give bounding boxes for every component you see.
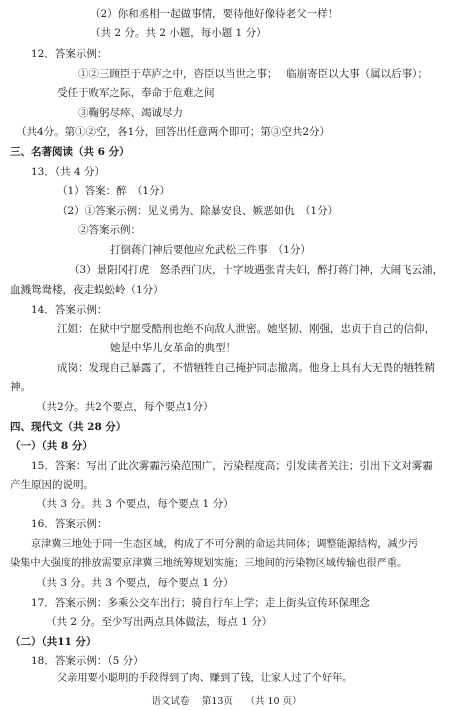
text-line: （共 2 分。共 2 小题，每小题 1 分） [90, 27, 267, 39]
text-line: 13．（共 4 分） [31, 166, 105, 178]
text-line: （1）答案：醉 （1分） [57, 185, 171, 197]
text-line: 成岗：发现自己暴露了，不惜牺牲自己掩护同志撤离。他身上具有大无畏的牺牲精 [57, 362, 435, 374]
text-line: 14．答案示例： [31, 304, 108, 316]
section-heading: 四、现代文（共 28 分） [10, 421, 127, 433]
subsection-heading: （二）（共11 分） [10, 636, 97, 648]
text-line: 18．答案示例：（5 分） [31, 655, 144, 667]
text-line: ③鞠躬尽瘁、竭诚尽力 [78, 107, 183, 119]
text-line: 受任于败军之际，奉命于危难之间 [57, 87, 215, 99]
text-line: 产生原因的说明。 [10, 479, 94, 491]
text-line: 17．答案示例：多乘公交车出行；骑自行车上学；走上街头宣传环保理念 [31, 597, 370, 609]
text-line: （共 3 分。共 3 个要点，每个要点 1 分） [36, 577, 234, 589]
text-line: 打倒蒋门神后要他应允武松三件事 （1分） [110, 244, 311, 256]
text-line: ②答案示例： [78, 224, 141, 236]
subsection-heading: （一）（共 8 分） [10, 440, 93, 452]
text-line: ①②三顾臣于草庐之中，咨臣以当世之事； 临崩寄臣以大事（属以后事）； [78, 68, 428, 80]
text-line: 江姐：在狱中宁愿受酷刑也绝不向敌人泄密。她坚韧、刚强，忠贞于自己的信仰， [57, 323, 435, 335]
text-line: （2）①答案示例：见义勇为、除暴安良、嫉恶如仇 （1分） [57, 205, 339, 217]
text-line: 16．答案示例： [31, 518, 108, 530]
text-line: （2）你和丞相一起做事情，要待他好像待老父一样！ [90, 8, 339, 20]
text-line: （共 3 分。共 3 个要点，每个要点 1 分） [36, 498, 234, 510]
section-heading: 三、名著阅读（共 6 分） [10, 146, 130, 158]
text-line: 她是中华儿女革命的典型！ [110, 342, 236, 354]
text-line: （共 2 分。至少写出两点具体做法，每点 1 分） [46, 616, 273, 628]
text-line: （共4分。第①②空，各1分，回答出任意两个即可；第③空共2分） [16, 126, 331, 138]
text-line: 血溅鸳鸯楼，夜走蜈蚣岭（1分） [10, 284, 164, 296]
page-footer: 语文试卷 第13页 （共 10 页） [151, 696, 302, 707]
text-line: 染集中大强度的排放需要京津冀三地统筹规划实施；三地间的污染物区域传输也很严重。 [10, 558, 408, 569]
text-line: 父亲用要小聪明的手段得到了肉、赚到了钱，让家人过了个好年。 [57, 673, 353, 684]
text-line: 京津冀三地处于同一生态区域，构成了不可分割的命运共同体；调整能源结构，减少污 [31, 539, 419, 550]
text-line: （3）景阳冈打虎 怒杀西门庆，十字坡遇张青夫妇，醉打蒋门神，大闹飞云浦， [69, 264, 444, 276]
text-line: 神。 [10, 381, 31, 393]
text-line: 15．答案：写出了此次雾霾污染范围广，污染程度高；引发读者关注；引出下文对雾霾 [31, 460, 433, 472]
text-line: （共2分。共2个要点，每个要点1分） [36, 401, 214, 413]
text-line: 12．答案示例： [31, 48, 108, 60]
